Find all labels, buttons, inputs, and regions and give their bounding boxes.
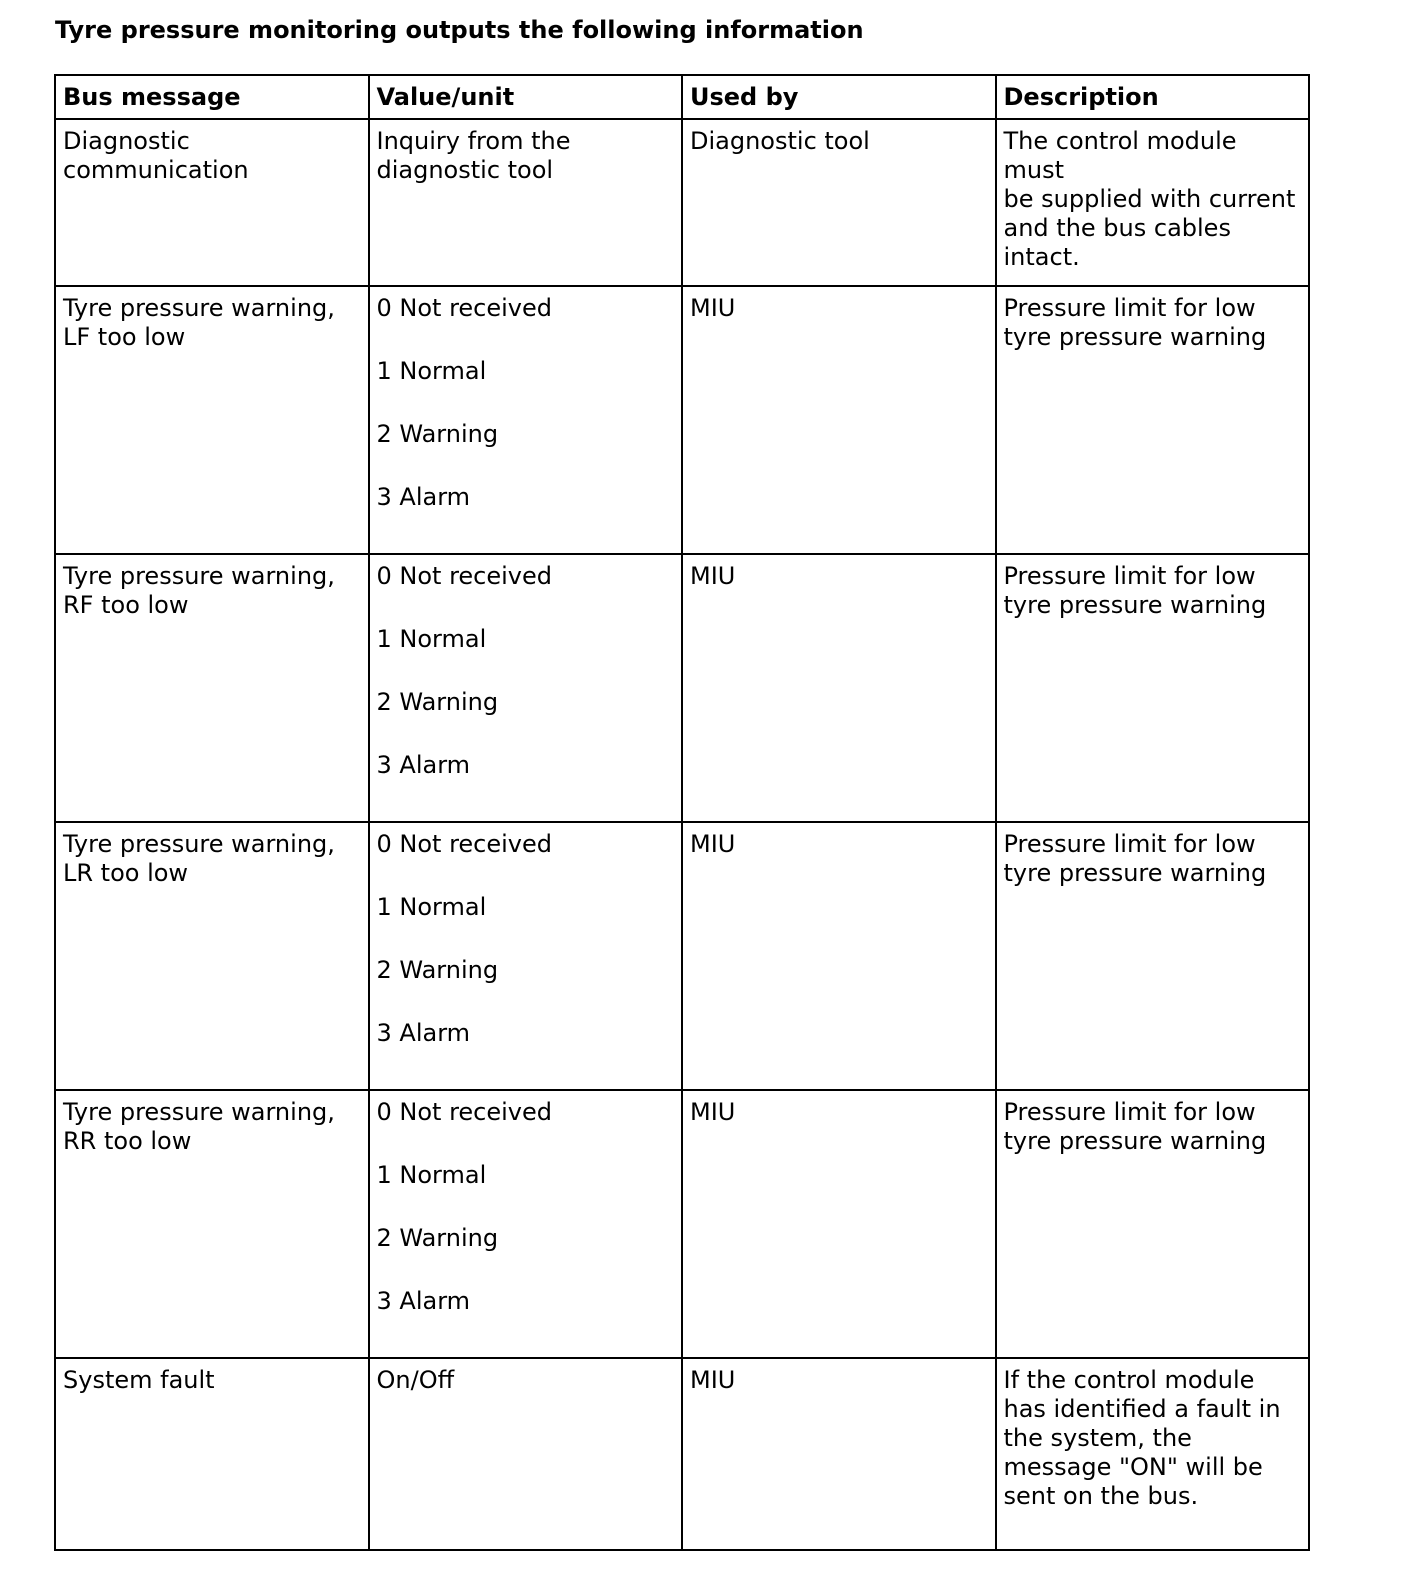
bus-message-line: RF too low (63, 591, 189, 619)
bus-message-line: RR too low (63, 1127, 192, 1155)
value-option: 1 Normal (376, 1161, 487, 1189)
used-by-cell: MIU (682, 822, 996, 1090)
description-line: sent on the bus. (1003, 1482, 1199, 1510)
value-unit-cell (369, 1358, 683, 1550)
bus-message-cell (55, 1358, 369, 1550)
value-option: 2 Warning (376, 956, 499, 984)
table-row (55, 119, 1309, 286)
description-line: message "ON" will be (1003, 1453, 1263, 1481)
description-cell (996, 822, 1310, 1090)
used-by-cell: MIU (682, 554, 996, 822)
description-line: Pressure limit for low (1003, 1098, 1256, 1126)
header-value-unit: Value/unit (369, 75, 683, 119)
description-line: and the bus cables (1003, 214, 1231, 242)
bus-message-cell (55, 822, 369, 1090)
bus-message-line: Tyre pressure warning, (63, 1098, 335, 1126)
value-option: 3 Alarm (376, 483, 471, 511)
value-line: On/Off (376, 1366, 455, 1394)
value-unit-cell (369, 286, 683, 554)
description-cell (996, 554, 1310, 822)
description-line: intact. (1003, 243, 1080, 271)
used-by-cell: MIU (682, 1090, 996, 1358)
bus-message-line: LR too low (63, 859, 189, 887)
description-line: tyre pressure warning (1003, 859, 1267, 887)
bus-message-line: Tyre pressure warning, (63, 830, 335, 858)
value-option: 1 Normal (376, 625, 487, 653)
header-description: Description (996, 75, 1310, 119)
description-line: Pressure limit for low (1003, 294, 1256, 322)
bus-message-cell (55, 554, 369, 822)
value-option: 3 Alarm (376, 1019, 471, 1047)
description-cell (996, 286, 1310, 554)
description-line: tyre pressure warning (1003, 591, 1267, 619)
value-option: 2 Warning (376, 688, 499, 716)
value-option: 0 Not received (376, 562, 553, 590)
description-line: Pressure limit for low (1003, 830, 1256, 858)
table-header-row (55, 75, 1309, 119)
value-line: diagnostic tool (376, 156, 554, 184)
bus-message-line: System fault (63, 1366, 215, 1394)
used-by-cell: MIU (682, 1358, 996, 1550)
page-title: Tyre pressure monitoring outputs the following information (55, 16, 864, 44)
description-line: the system, the (1003, 1424, 1192, 1452)
description-line: If the control module (1003, 1366, 1255, 1394)
table-row (55, 822, 1309, 1090)
value-unit-cell (369, 822, 683, 1090)
bus-message-line: Diagnostic (63, 127, 190, 155)
used-by-cell: MIU (682, 286, 996, 554)
table-row (55, 286, 1309, 554)
value-line: Inquiry from the (376, 127, 571, 155)
value-option: 0 Not received (376, 1098, 553, 1126)
description-cell (996, 119, 1310, 286)
description-line: tyre pressure warning (1003, 323, 1267, 351)
bus-message-line: Tyre pressure warning, (63, 294, 335, 322)
description-cell (996, 1358, 1310, 1550)
value-option: 2 Warning (376, 1224, 499, 1252)
bus-message-line: LF too low (63, 323, 186, 351)
header-used-by: Used by (682, 75, 996, 119)
description-line: The control module must (1003, 127, 1237, 184)
bus-message-table (54, 74, 1310, 1551)
value-option: 3 Alarm (376, 1287, 471, 1315)
value-unit-cell (369, 1090, 683, 1358)
value-option: 0 Not received (376, 294, 553, 322)
value-option: 0 Not received (376, 830, 553, 858)
bus-message-cell (55, 286, 369, 554)
value-unit-cell (369, 554, 683, 822)
value-unit-cell (369, 119, 683, 286)
description-line: tyre pressure warning (1003, 1127, 1267, 1155)
description-line: Pressure limit for low (1003, 562, 1256, 590)
used-by-cell: Diagnostic tool (682, 119, 996, 286)
description-line: has identified a fault in (1003, 1395, 1281, 1423)
table-row (55, 1090, 1309, 1358)
value-option: 1 Normal (376, 893, 487, 921)
bus-message-cell (55, 1090, 369, 1358)
description-line: be supplied with current (1003, 185, 1296, 213)
table-row (55, 554, 1309, 822)
header-bus-message: Bus message (55, 75, 369, 119)
value-option: 3 Alarm (376, 751, 471, 779)
table-row (55, 1358, 1309, 1550)
bus-message-cell (55, 119, 369, 286)
value-option: 1 Normal (376, 357, 487, 385)
description-cell (996, 1090, 1310, 1358)
value-option: 2 Warning (376, 420, 499, 448)
bus-message-line: Tyre pressure warning, (63, 562, 335, 590)
bus-message-line: communication (63, 156, 249, 184)
